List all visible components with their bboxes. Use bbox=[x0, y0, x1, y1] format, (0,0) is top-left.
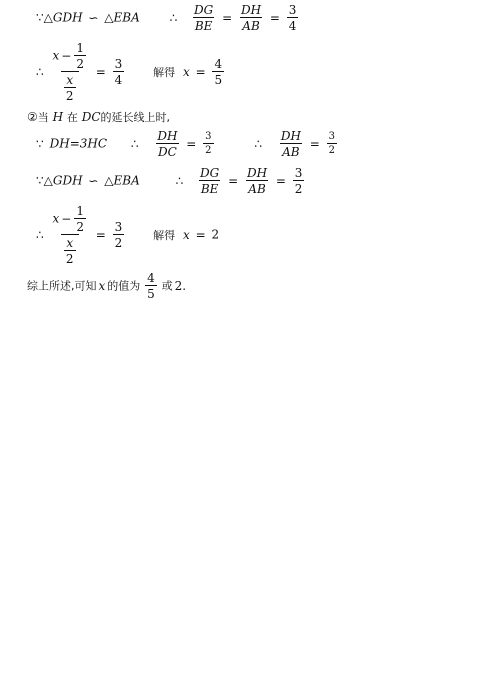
triangle-symbol: △ bbox=[43, 173, 53, 188]
solve-label: 解得 bbox=[153, 65, 176, 79]
numerator: DH bbox=[246, 166, 268, 180]
triangle-symbol: △ bbox=[43, 10, 53, 25]
complex-denominator bbox=[61, 71, 79, 102]
fraction-3-2 bbox=[203, 132, 213, 156]
similar-symbol: ∽ bbox=[88, 173, 99, 188]
therefore-symbol: ∴ bbox=[169, 10, 178, 25]
segment-dc: DC bbox=[81, 110, 101, 124]
denominator: 2 bbox=[114, 236, 123, 250]
variable-x: x bbox=[52, 211, 60, 226]
complex-fraction bbox=[50, 42, 88, 102]
fraction-dg-be bbox=[198, 167, 221, 195]
fraction-dh-ab bbox=[245, 167, 269, 195]
case-text: 当 bbox=[37, 111, 49, 124]
numerator: DH bbox=[240, 3, 262, 17]
numerator: x bbox=[66, 73, 74, 87]
numerator: DG bbox=[194, 3, 214, 17]
numerator: 3 bbox=[114, 220, 123, 234]
because-symbol: ∵ bbox=[36, 136, 44, 151]
equals-sign: = bbox=[269, 10, 280, 25]
fraction-1-2 bbox=[74, 205, 86, 233]
triangle-eba: EBA bbox=[113, 173, 140, 188]
solve-label: 解得 bbox=[153, 228, 176, 242]
fraction-4-5 bbox=[145, 272, 157, 300]
equals-sign: = bbox=[95, 64, 106, 79]
complex-denominator bbox=[61, 234, 79, 265]
equals-sign: = bbox=[195, 64, 206, 79]
numerator: x bbox=[66, 236, 74, 250]
minus-sign: − bbox=[61, 48, 72, 63]
denominator: BE bbox=[194, 19, 213, 33]
numerator: 3 bbox=[114, 57, 123, 71]
fraction-x-2 bbox=[64, 74, 76, 102]
equals-sign: = bbox=[275, 173, 286, 188]
fraction-3-2 bbox=[293, 167, 305, 195]
equals-sign: = bbox=[222, 10, 233, 25]
conclusion-text: 或 bbox=[161, 279, 173, 293]
numerator: 3 bbox=[288, 3, 297, 17]
because-symbol: ∵ bbox=[36, 173, 44, 188]
complex-fraction bbox=[50, 205, 88, 265]
numerator: DG bbox=[200, 166, 220, 180]
numerator: 3 bbox=[205, 131, 212, 142]
denominator: 2 bbox=[65, 252, 74, 266]
fraction-3-2 bbox=[327, 132, 337, 156]
line-equation-2 bbox=[36, 205, 219, 265]
denominator: AB bbox=[248, 182, 266, 196]
case-heading bbox=[27, 111, 170, 123]
numerator: 1 bbox=[76, 41, 84, 55]
denominator: 4 bbox=[288, 19, 297, 33]
case-text: 的延长线上时, bbox=[100, 111, 171, 124]
denominator: 5 bbox=[147, 287, 155, 301]
therefore-symbol: ∴ bbox=[36, 227, 44, 242]
variable-x: x bbox=[98, 278, 106, 293]
fraction-3-2 bbox=[113, 221, 125, 249]
triangle-symbol: △ bbox=[104, 173, 114, 188]
numerator: 3 bbox=[294, 166, 303, 180]
fraction-4-5 bbox=[212, 58, 224, 86]
numerator: 4 bbox=[214, 57, 223, 71]
denominator: AB bbox=[282, 145, 300, 159]
numerator: 4 bbox=[147, 271, 155, 285]
similar-symbol: ∽ bbox=[88, 10, 99, 25]
triangle-gdh: GDH bbox=[52, 10, 83, 25]
denominator: 2 bbox=[76, 57, 84, 71]
complex-numerator bbox=[50, 205, 88, 234]
fraction-dh-ab bbox=[239, 4, 263, 32]
denominator: 2 bbox=[205, 145, 212, 156]
point-h: H bbox=[52, 110, 64, 124]
fraction-dg-be bbox=[192, 4, 215, 32]
conclusion-text: 综上所述,可知 bbox=[27, 279, 97, 293]
denominator: 5 bbox=[214, 73, 223, 87]
equals-sign: = bbox=[186, 136, 197, 151]
fraction-1-2 bbox=[74, 42, 86, 70]
final-value: 2. bbox=[174, 278, 187, 293]
numerator: 1 bbox=[76, 204, 84, 218]
fraction-3-4 bbox=[287, 4, 299, 32]
numerator: 3 bbox=[328, 131, 336, 142]
variable-x: x bbox=[182, 227, 190, 242]
variable-x: x bbox=[182, 64, 190, 79]
solution-value: 2 bbox=[211, 227, 220, 242]
fraction-3-4 bbox=[113, 58, 125, 86]
triangle-symbol: △ bbox=[104, 10, 114, 25]
denominator: BE bbox=[200, 182, 219, 196]
denominator: DC bbox=[158, 145, 177, 159]
minus-sign: − bbox=[61, 211, 72, 226]
denominator: 2 bbox=[76, 220, 84, 234]
fraction-dh-dc bbox=[155, 130, 179, 158]
fraction-x-2 bbox=[64, 237, 76, 265]
variable-x: x bbox=[52, 48, 60, 63]
circled-number-two: ② bbox=[27, 110, 38, 124]
conclusion-text: 的值为 bbox=[107, 279, 141, 293]
numerator: DH bbox=[157, 129, 178, 143]
therefore-symbol: ∴ bbox=[175, 173, 184, 188]
complex-numerator bbox=[50, 42, 88, 71]
therefore-symbol: ∴ bbox=[36, 64, 44, 79]
because-symbol: ∵ bbox=[36, 10, 44, 25]
conclusion-line bbox=[27, 272, 186, 300]
case-text: 在 bbox=[66, 111, 78, 124]
line-equation-1 bbox=[36, 42, 225, 102]
denominator: 2 bbox=[328, 145, 336, 156]
equals-sign: = bbox=[228, 173, 239, 188]
equals-sign: = bbox=[195, 227, 206, 242]
denominator: 4 bbox=[114, 73, 123, 87]
line-similarity-2 bbox=[36, 167, 305, 195]
triangle-gdh: GDH bbox=[52, 173, 83, 188]
denominator: 2 bbox=[294, 182, 303, 196]
triangle-eba: EBA bbox=[113, 10, 140, 25]
condition-dh-3hc: DH=3HC bbox=[49, 136, 108, 151]
therefore-symbol: ∴ bbox=[130, 136, 139, 151]
fraction-dh-ab bbox=[279, 130, 303, 158]
line-similarity-1 bbox=[36, 4, 299, 32]
line-condition bbox=[36, 130, 338, 158]
denominator: AB bbox=[242, 19, 260, 33]
equals-sign: = bbox=[309, 136, 320, 151]
denominator: 2 bbox=[65, 89, 74, 103]
equals-sign: = bbox=[95, 227, 106, 242]
numerator: DH bbox=[280, 129, 301, 143]
therefore-symbol: ∴ bbox=[254, 136, 263, 151]
